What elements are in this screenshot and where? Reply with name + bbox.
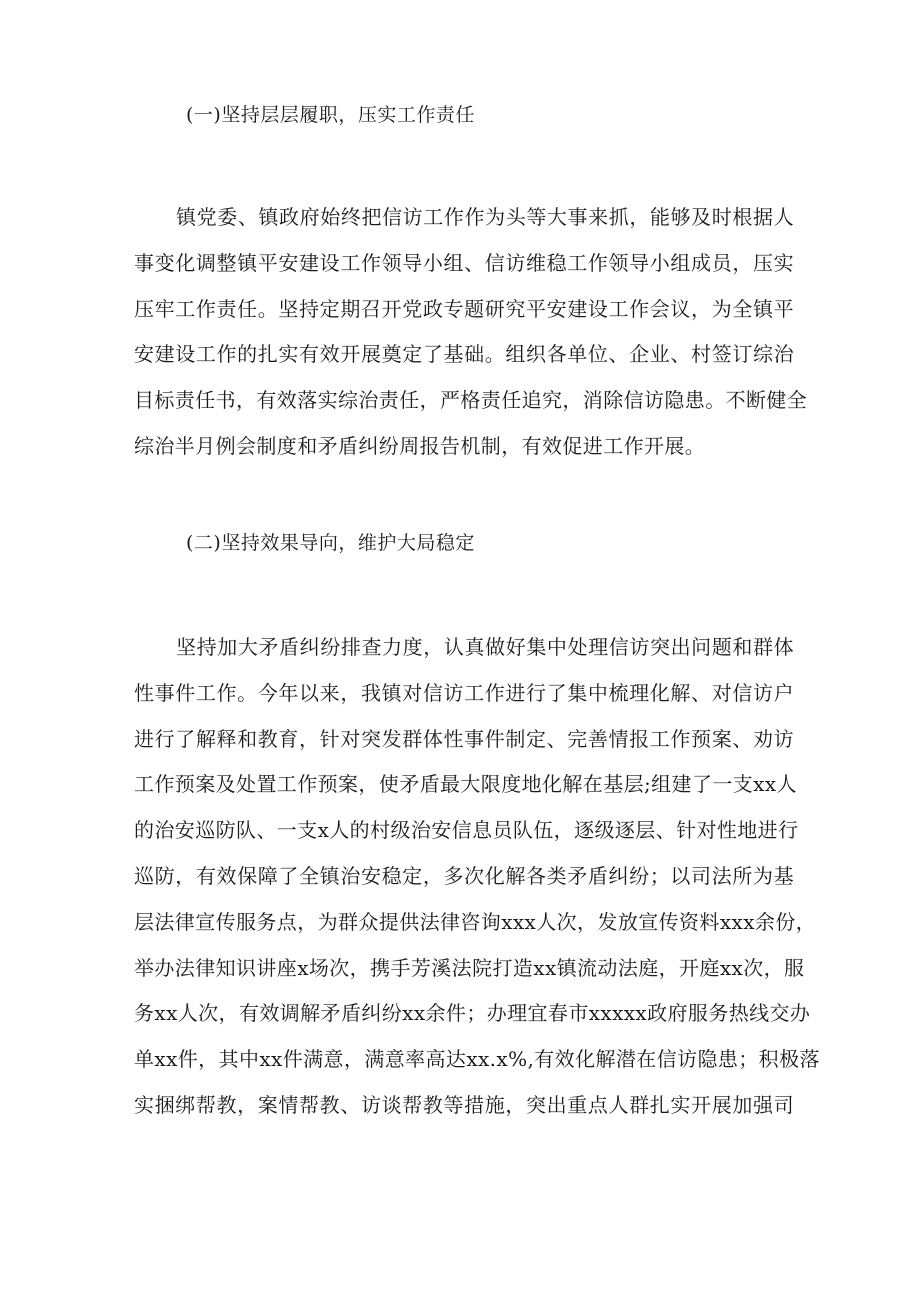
paragraph-line: 性事件工作。今年以来，我镇对信访工作进行了集中梳理化解、对信访户 [134, 680, 794, 705]
paragraph-line: 事变化调整镇平安建设工作领导小组、信访维稳工作领导小组成员，压实 [134, 250, 794, 275]
section-heading-1: (一)坚持层层履职，压实工作责任 [186, 104, 475, 126]
paragraph-line: 压牢工作责任。坚持定期召开党政专题研究平安建设工作会议，为全镇平 [134, 296, 794, 321]
paragraph-line: 务xx人次，有效调解矛盾纠纷xx余件；办理宜春市xxxxx政府服务热线交办 [134, 1001, 811, 1026]
paragraph-line: 进行了解释和教育，针对突发群体性事件制定、完善情报工作预案、劝访 [134, 726, 794, 751]
paragraph-line: 巡防，有效保障了全镇治安稳定，多次化解各类矛盾纠纷；以司法所为基 [134, 863, 794, 888]
paragraph-line: 目标责任书，有效落实综治责任，严格责任追究，消除信访隐患。不断健全 [134, 388, 808, 413]
paragraph-line: 工作预案及处置工作预案，使矛盾最大限度地化解在基层;组建了一支xx人 [134, 772, 797, 797]
paragraph-line: 举办法律知识讲座x场次，携手芳溪法院打造xx镇流动法庭，开庭xx次，服 [134, 955, 805, 980]
paragraph-line: 层法律宣传服务点，为群众提供法律咨询xxx人次，发放宣传资料xxx余份， [134, 909, 817, 934]
section-paragraph-1 [134, 195, 808, 470]
section-heading-2: (二)坚持效果导向，维护大局稳定 [186, 532, 475, 554]
paragraph-line: 单xx件，其中xx件满意，满意率高达xx.x%,有效化解潜在信访隐患；积极落 [134, 1047, 820, 1072]
paragraph-line: 镇党委、镇政府始终把信访工作作为头等大事来抓，能够及时根据人 [176, 205, 794, 229]
paragraph-line: 实捆绑帮教，案情帮教、访谈帮教等措施，突出重点人群扎实开展加强司 [134, 1092, 794, 1117]
paragraph-line: 安建设工作的扎实有效开展奠定了基础。组织各单位、企业、村签订综治 [134, 342, 794, 367]
paragraph-line: 综治半月例会制度和矛盾纠纷周报告机制，有效促进工作开展。 [134, 433, 706, 458]
section-paragraph-2 [134, 625, 820, 1129]
paragraph-line: 的治安巡防队、一支x人的村级治安信息员队伍，逐级逐层、针对性地进行 [134, 818, 799, 843]
paragraph-line: 坚持加大矛盾纠纷排查力度，认真做好集中处理信访突出问题和群体 [176, 635, 794, 659]
